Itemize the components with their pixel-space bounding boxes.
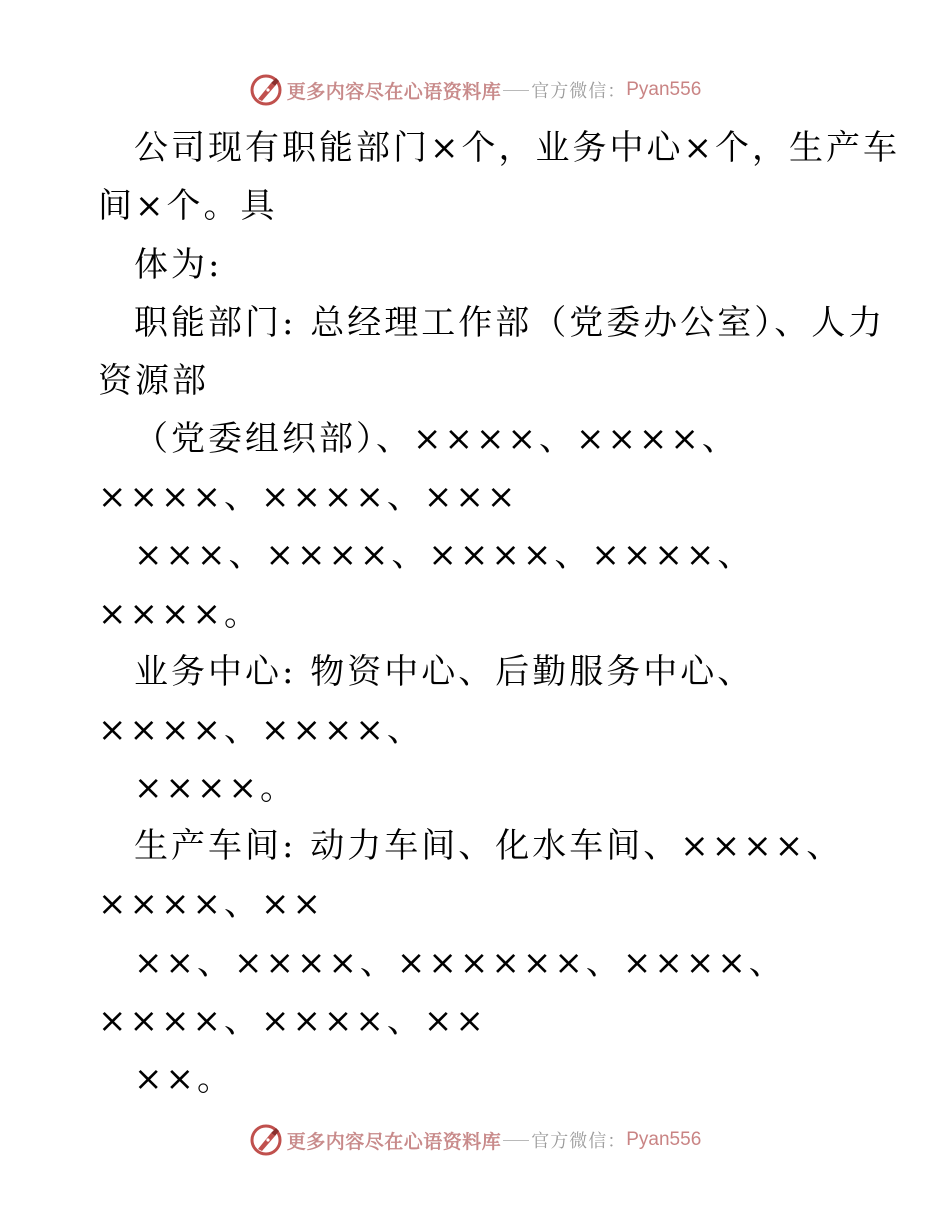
document-line: ××××。 [98, 594, 261, 634]
document-line: ××、××××、××××××、××××、 [134, 943, 786, 983]
document-line: ××××、×× [98, 884, 324, 924]
watermark-id: Pyan556 [626, 1129, 702, 1150]
document-line: 间×个。具 [98, 186, 278, 226]
document-line: （党委组织部）、××××、××××、 [134, 419, 739, 459]
document-line: 公司现有职能部门×个，业务中心×个，生产车 [134, 128, 900, 168]
watermark-label: 官方微信： [531, 81, 627, 102]
document-line: 体为: [134, 245, 223, 285]
watermark-label: 官方微信： [531, 1131, 627, 1152]
document-line: ××××、××××、×× [98, 1001, 487, 1041]
document-line: ××××、××××、××× [98, 477, 519, 517]
watermark-text: 更多内容尽在心语资料库 [286, 1130, 502, 1153]
pen-nib-logo-icon [249, 73, 283, 107]
document-line: 业务中心: 物资中心、后勤服务中心、 [134, 652, 755, 692]
watermark-text: 更多内容尽在心语资料库 [286, 80, 502, 103]
pen-nib-logo-icon [249, 1123, 283, 1157]
header-watermark [0, 70, 950, 110]
footer-watermark [0, 1120, 950, 1160]
watermark-id: Pyan556 [626, 79, 702, 100]
document-line: ××××。 [134, 768, 297, 808]
document-line: ××。 [134, 1059, 234, 1099]
document-line: 资源部 [98, 361, 209, 401]
document-line: 生产车间: 动力车间、化水车间、××××、 [134, 826, 844, 866]
watermark-separator [503, 1140, 529, 1141]
document-line: ×××、××××、××××、××××、 [134, 535, 755, 575]
document-line: ××××、××××、 [98, 710, 424, 750]
document-line: 职能部门: 总经理工作部（党委办公室）、人力 [134, 303, 886, 343]
watermark-separator [503, 90, 529, 91]
